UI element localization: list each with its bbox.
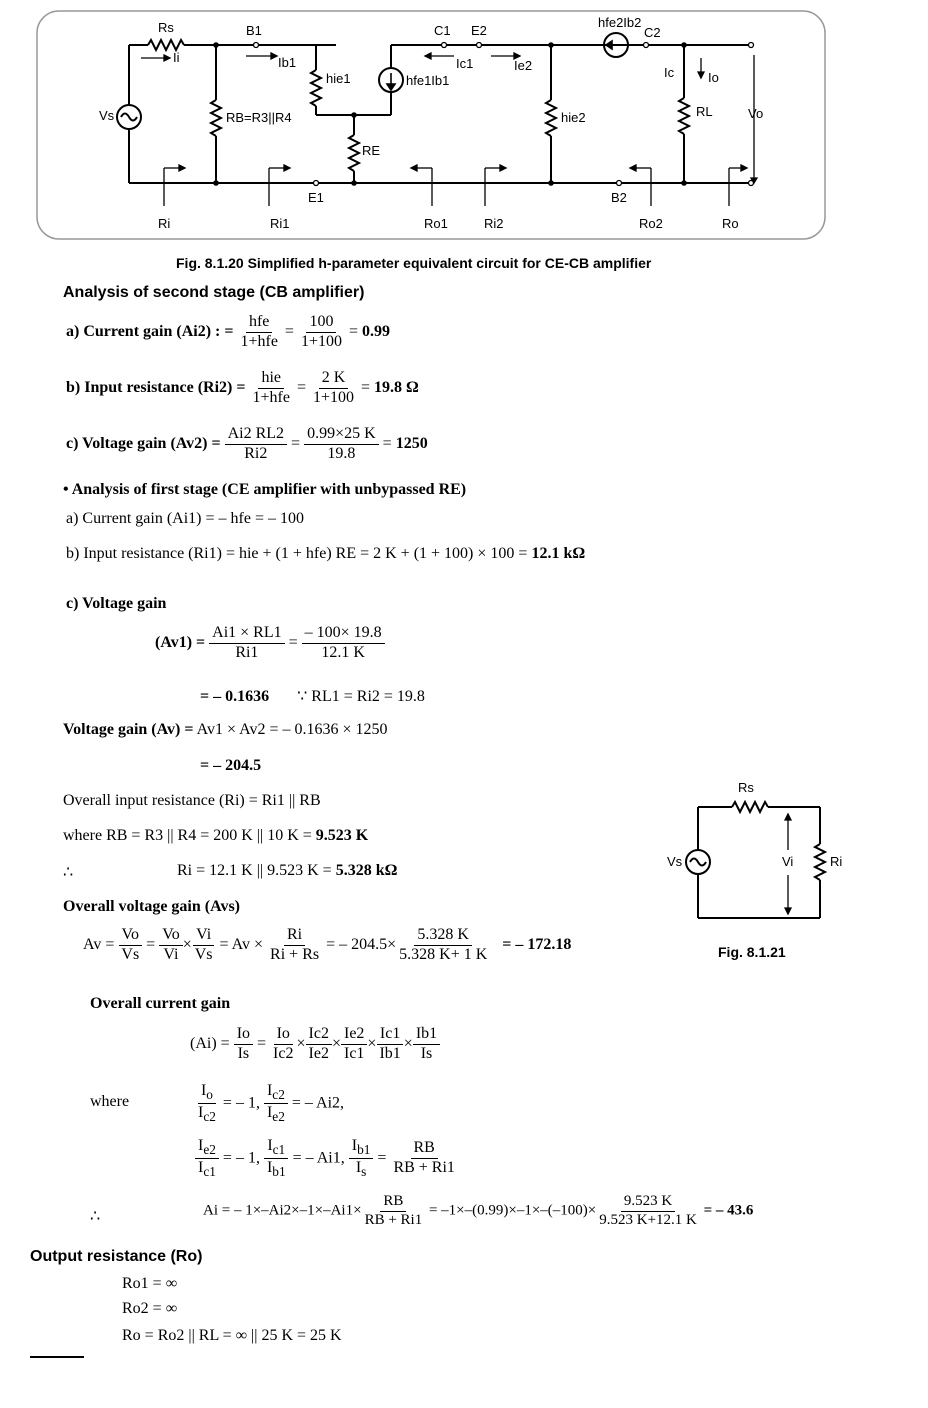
label-c2: C2: [644, 25, 661, 40]
ai-formula: (Ai) = $\frac{Io}{Is}$ = $\frac{Io}{Ic2}$ × $\frac{Ic2}{Ie2}$ × $\frac{Ie2}{Ic1}$ × $\frac{Ic1}{Ib1}$ × $\frac{Ib1}{Is}$: [190, 1026, 440, 1063]
ai-chain: $\frac{Io}{Ic2}$ × $\frac{Ic2}{Ie2}$ × $\frac{Ie2}{Ic1}$ × $\frac{Ic1}{Ib1}$ × $\frac{Ib1}{Is}$: [270, 1035, 440, 1052]
overall-input-resistance: Overall input resistance (Ri) = Ri1 || RB: [63, 792, 321, 809]
label-ro1: Ro1: [424, 216, 448, 231]
ro1-line: Ro1 = ∞: [122, 1275, 178, 1292]
label-hie1: hie1: [326, 71, 351, 86]
avs-formula: Av = $\frac{Vo}{Vs}$ = $\frac{Vo}{Vi}$ × $\frac{Vi}{Vs}$ = Av × $\frac{Ri}{Ri + Rs}$ = – 204.5× $\frac{5.328 K}{5.328 K+ 1 K}$ = – 172.18: [83, 926, 572, 963]
fig2-caption: Fig. 8.1.21: [718, 944, 786, 960]
label-ri: Ri: [158, 216, 171, 231]
label-ri1: Ri1: [270, 216, 290, 231]
label-hie2: hie2: [561, 110, 586, 125]
label-ie2: Ie2: [514, 58, 533, 73]
label-c1: C1: [434, 23, 451, 38]
ai-chain-fraction: $\frac{Ic2}{Ie2}$: [306, 1026, 332, 1063]
label-ic1: Ic1: [456, 56, 474, 71]
stage2-input-resistance: b) Input resistance (Ri2) = $\frac{\text{hie}}{\text{1+hfe}}$ = $\frac{2 K}{1+100}$ = 19.8 Ω: [66, 369, 419, 406]
label-io: Io: [708, 70, 719, 85]
label-rb: RB=R3||R4: [226, 110, 292, 125]
where-line-1: $\frac{I_o}{I_{c2}}$ = – 1, $\frac{I_{c2}}{I_{e2}}$ = – Ai2,: [198, 1082, 345, 1125]
label-b2: B2: [611, 190, 627, 205]
fig2-label-rs: Rs: [738, 780, 754, 795]
label-hfe2ib2: hfe2Ib2: [598, 15, 642, 30]
label-vs: Vs: [99, 108, 115, 123]
label-e2: E2: [471, 23, 487, 38]
label-ro: Ro: [722, 216, 739, 231]
rb-calculation: where RB = R3 || R4 = 200 K || 10 K = 9.523 K: [63, 827, 369, 844]
bottom-rule: [30, 1356, 84, 1358]
label-vo: Vo: [748, 106, 764, 121]
label-ro2: Ro2: [639, 216, 663, 231]
label-hfe1ib1: hfe1Ib1: [406, 73, 450, 88]
stage1-input-resistance: b) Input resistance (Ri1) = hie + (1 + hfe) RE = 2 K + (1 + 100) × 100 = 12.1 kΩ: [66, 545, 586, 562]
where-line-2: $\frac{I_{e2}}{I_{c1}}$ = – 1, $\frac{I_{c1}}{I_{b1}}$ = – Ai1, $\frac{I_{b1}}{I_s}$ = $\frac{RB}{RB + Ri1}$: [195, 1138, 458, 1179]
ro2-line: Ro2 = ∞: [122, 1300, 178, 1317]
ai-final: Ai = – 1×–Ai2×–1×–Ai1× $\frac{RB}{RB + Ri1}$ = –1×–(0.99)×–1×–(–100)× $\frac{9.523 K}{9.523 K+12.1 K}$ = – 43.6: [203, 1193, 754, 1228]
label-rl: RL: [696, 104, 713, 119]
stage1-voltage-gain-heading: c) Voltage gain: [66, 595, 167, 612]
stage1-heading: • Analysis of first stage (CE amplifier with unbypassed RE): [63, 481, 467, 498]
ai-chain-fraction: $\frac{Ie2}{Ic1}$: [341, 1026, 367, 1063]
stage1-av1-formula: (Av1) = $\frac{Ai1 \times RL1}{Ri1}$ = $\frac{- 100\times 19.8}{12.1 K}$: [155, 625, 385, 662]
stage2-heading: Analysis of second stage (CB amplifier): [63, 284, 365, 301]
label-b1: B1: [246, 23, 262, 38]
circuit-diagram-fig-8-1-20: [36, 10, 828, 242]
label-ii: Ii: [173, 50, 180, 65]
output-resistance-heading: Output resistance (Ro): [30, 1248, 203, 1265]
fig2-label-vi: Vi: [782, 854, 794, 869]
where-label: where: [90, 1093, 130, 1110]
overall-voltage-gain-result: = – 204.5: [200, 757, 262, 774]
label-re: RE: [362, 143, 381, 158]
circuit-diagram-fig-8-1-21: [660, 780, 860, 930]
label-rs: Rs: [158, 20, 174, 35]
ai-chain-fraction: $\frac{Ib1}{Is}$: [413, 1026, 440, 1063]
figure-caption: Fig. 8.1.20 Simplified h-parameter equivalent circuit for CE-CB amplifier: [176, 255, 652, 271]
fig2-label-ri: Ri: [830, 854, 843, 869]
stage2-current-gain: a) Current gain (Ai2) : = $\frac{\text{hfe}}{\text{1+hfe}}$ = $\frac{100}{1+100}$ = 0.99: [66, 313, 391, 350]
ai-chain-fraction: $\frac{Ic1}{Ib1}$: [376, 1026, 403, 1063]
therefore-symbol-2: ∴: [90, 1208, 101, 1225]
label-e1: E1: [308, 190, 324, 205]
fig2-label-vs: Vs: [667, 854, 683, 869]
label-ic: Ic: [664, 65, 675, 80]
overall-voltage-gain: Voltage gain (Av) = Av1 × Av2 = – 0.1636 × 1250: [63, 721, 388, 738]
ai-heading: Overall current gain: [90, 995, 231, 1012]
ri-calculation: Ri = 12.1 K || 9.523 K = 5.328 kΩ: [177, 862, 398, 879]
ro-line: Ro = Ro2 || RL = ∞ || 25 K = 25 K: [122, 1327, 342, 1344]
label-ri2: Ri2: [484, 216, 504, 231]
stage2-voltage-gain: c) Voltage gain (Av2) = $\frac{Ai2 RL2}{Ri2}$ = $\frac{0.99\times 25 K}{19.8}$ = 1250: [66, 425, 428, 462]
avs-heading: Overall voltage gain (Avs): [63, 898, 241, 915]
label-ib1: Ib1: [278, 55, 297, 70]
therefore-symbol-1: ∴: [63, 864, 74, 881]
stage1-current-gain: a) Current gain (Ai1) = – hfe = – 100: [66, 510, 304, 527]
ai-chain-fraction: $\frac{Io}{Ic2}$: [273, 1025, 294, 1062]
stage1-av1-result: = – 0.1636 ∵ RL1 = Ri2 = 19.8: [200, 688, 425, 705]
